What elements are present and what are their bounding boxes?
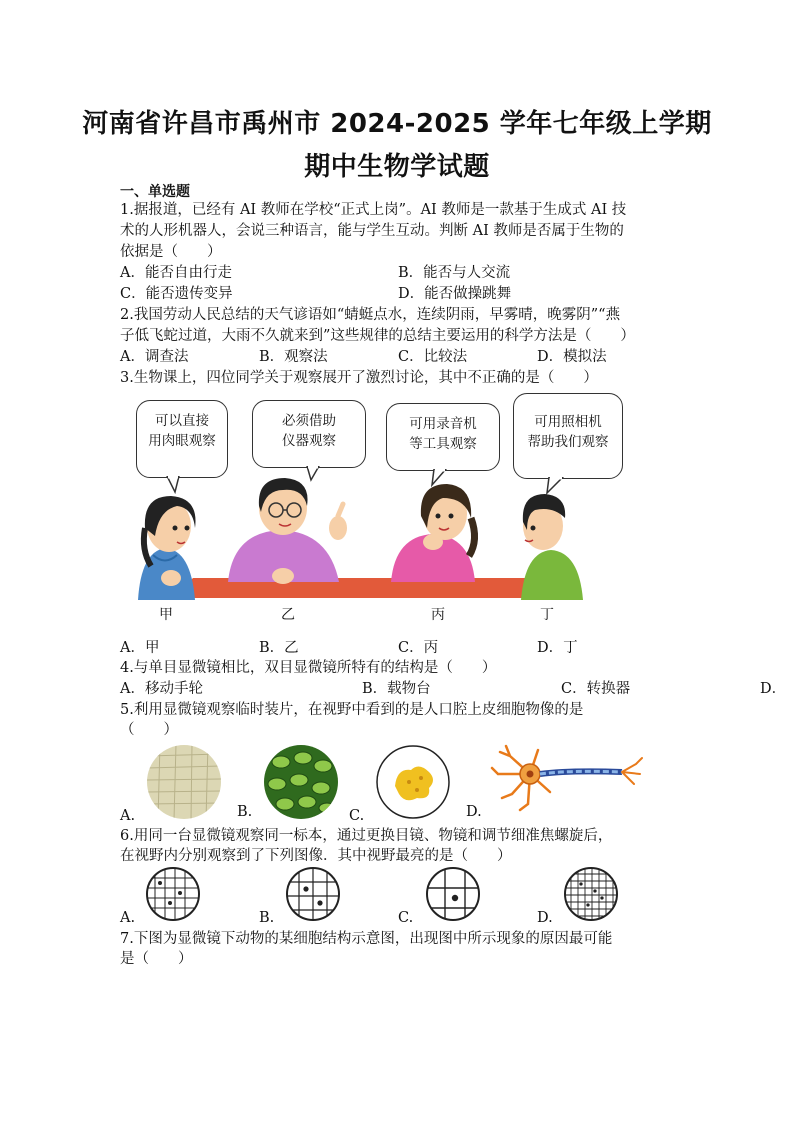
bubble-text: 可用照相机	[534, 414, 602, 430]
q1-option-a[interactable]: A．能否自由行走	[120, 265, 232, 281]
q1-option-b[interactable]: B．能否与人交流	[398, 265, 511, 281]
bubble-text: 用肉眼观察	[148, 433, 216, 449]
student-ding	[521, 494, 583, 600]
page-subtitle: 期中生物学试题	[304, 152, 490, 182]
q6-stem-line2: 在视野内分别观察到了下列图像．其中视野最亮的是（ ）	[120, 848, 512, 864]
q6-image-d-field	[563, 866, 619, 922]
bubble-text: 等工具观察	[409, 436, 477, 452]
q4-stem-line1: 4.与单目显微镜相比，双目显微镜所特有的结构是（ ）	[120, 660, 497, 676]
speech-bubble-bing	[386, 403, 500, 471]
q3-option-d[interactable]: D．丁	[537, 640, 578, 656]
q2-option-a[interactable]: A．调查法	[120, 349, 189, 365]
q3-option-a[interactable]: A．甲	[120, 640, 160, 656]
speech-bubble-ding	[513, 393, 623, 479]
q5-image-d-neuron	[490, 744, 650, 812]
q2-option-d[interactable]: D．模拟法	[537, 349, 607, 365]
q6-option-a[interactable]: A.	[120, 910, 136, 926]
q2-stem-line1: 2.我国劳动人民总结的天气谚语如“蜻蜓点水，连续阴雨，早雾晴，晚雾阴”“燕	[120, 307, 621, 323]
students-discussion-illustration	[133, 470, 588, 600]
student-jia	[138, 496, 196, 600]
q1-stem-line1: 1.据报道，已经有 AI 教师在学校“正式上岗”。AI 教师是一款基于生成式 AI 技	[120, 202, 627, 218]
q7-stem-line1: 7.下图为显微镜下动物的某细胞结构示意图，出现图中所示现象的原因最可能	[120, 931, 613, 947]
q1-option-c[interactable]: C．能否遗传变异	[120, 286, 233, 302]
section-heading: 一、单选题	[120, 184, 190, 200]
q6-image-b-field	[285, 866, 341, 922]
q1-stem-line2: 术的人形机器人，会说三种语言，能与学生互动。判断 AI 教师是否属于生物的	[120, 223, 624, 239]
bubble-text: 可用录音机	[409, 416, 477, 432]
page-title: 河南省许昌市禹州市 2024-2025 学年七年级上学期	[82, 109, 712, 139]
person-label-yi: 乙	[281, 607, 295, 623]
q5-image-c-cheek-cells	[375, 744, 451, 820]
q6-option-b[interactable]: B.	[259, 910, 275, 926]
q5-image-a-onion-cells	[146, 744, 222, 820]
q3-option-b[interactable]: B．乙	[259, 640, 299, 656]
q4-option-b[interactable]: B．载物台	[362, 681, 431, 697]
q5-option-a[interactable]: A.	[120, 808, 136, 824]
q6-option-c[interactable]: C.	[398, 910, 414, 926]
person-label-jia: 甲	[159, 607, 173, 623]
q4-option-c[interactable]: C．转换器	[561, 681, 631, 697]
q7-stem-line2: 是（ ）	[120, 951, 193, 967]
q3-option-c[interactable]: C．丙	[398, 640, 439, 656]
q6-image-c-field	[425, 866, 481, 922]
q5-option-b[interactable]: B.	[237, 804, 253, 820]
q3-stem-line1: 3.生物课上，四位同学关于观察展开了激烈讨论，其中不正确的是（ ）	[120, 370, 598, 386]
q1-stem-line3: 依据是（ ）	[120, 244, 222, 260]
q5-option-d[interactable]: D.	[466, 804, 482, 820]
q6-stem-line1: 6.用同一台显微镜观察同一标本，通过更换目镜、物镜和调节细准焦螺旋后，	[120, 828, 613, 844]
q6-option-d[interactable]: D.	[537, 910, 553, 926]
q5-stem-line1: 5.利用显微镜观察临时装片，在视野中看到的是人口腔上皮细胞物像的是	[120, 702, 584, 718]
student-yi	[228, 478, 347, 584]
q2-option-c[interactable]: C．比较法	[398, 349, 468, 365]
speech-bubble-yi	[252, 400, 366, 468]
q5-option-c[interactable]: C.	[349, 808, 365, 824]
q2-stem-line2: 子低飞蛇过道，大雨不久就来到”这些规律的总结主要运用的科学方法是（ ）	[120, 328, 635, 344]
speech-bubble-jia	[136, 400, 228, 478]
q2-option-b[interactable]: B．观察法	[259, 349, 328, 365]
person-label-bing: 丙	[431, 607, 445, 623]
bubble-text: 帮助我们观察	[527, 434, 609, 450]
q1-option-d[interactable]: D．能否做操跳舞	[398, 286, 512, 302]
bubble-text: 可以直接	[155, 413, 209, 429]
q4-option-a[interactable]: A．移动手轮	[120, 681, 203, 697]
bubble-text: 必须借助	[282, 413, 336, 429]
bubble-text: 仪器观察	[282, 433, 336, 449]
q5-stem-line2: （ ）	[120, 722, 178, 738]
q5-image-b-leaf-cells	[263, 744, 339, 820]
person-label-ding: 丁	[540, 607, 554, 623]
q4-option-d[interactable]: D．	[760, 681, 787, 697]
q6-image-a-field	[145, 866, 201, 922]
student-bing	[391, 484, 475, 582]
